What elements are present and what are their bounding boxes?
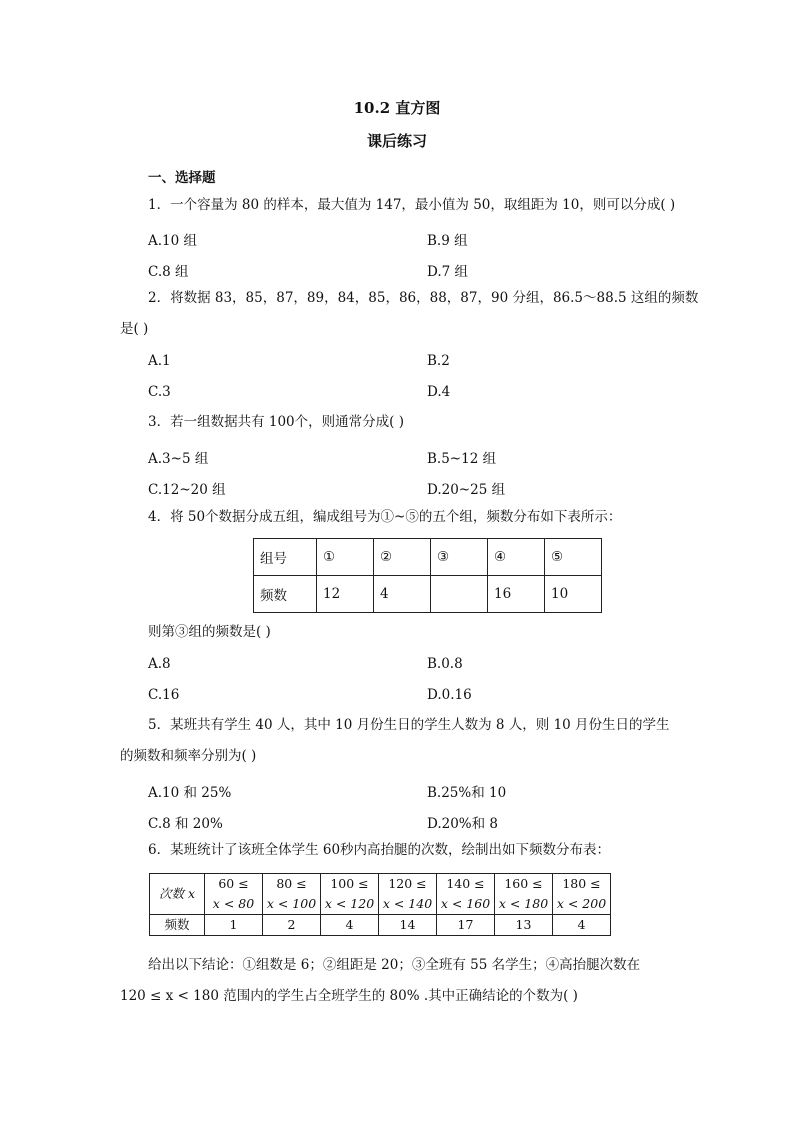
table-row xyxy=(150,874,611,915)
range-lower: 60 ≤ xyxy=(218,876,249,891)
question-3: 3．若一组数据共有 100个，则通常分成( ) xyxy=(148,414,404,430)
range-lower: 140 ≤ xyxy=(446,876,485,891)
q4-option-a: A.8 xyxy=(148,656,171,672)
question-4-prompt: 则第③组的频数是( ) xyxy=(148,624,271,640)
table-cell xyxy=(379,874,437,915)
table-cell: 4 xyxy=(374,576,431,613)
question-6-conclusions-line-2: 120 ≤ x < 180 范围内的学生占全班学生的 80% .其中正确结论的个数为( ) xyxy=(120,988,578,1004)
range-upper: x < 80 xyxy=(212,896,255,911)
range-upper: x < 120 xyxy=(324,896,375,911)
range-lower: 180 ≤ xyxy=(562,876,601,891)
q5-option-a: A.10 和 25% xyxy=(148,785,232,801)
q5-option-b: B.25%和 10 xyxy=(427,785,507,801)
table-cell: 4 xyxy=(553,915,611,936)
group-frequency-table xyxy=(253,538,602,613)
q2-option-a: A.1 xyxy=(148,353,171,369)
question-4: 4．将 50个数据分成五组，编成组号为①~⑤的五个组，频数分布如下表所示： xyxy=(148,509,622,525)
table-cell: 12 xyxy=(317,576,374,613)
q4-option-d: D.0.16 xyxy=(427,687,472,703)
table-cell: ④ xyxy=(488,539,545,576)
table-cell xyxy=(321,874,379,915)
table-cell: 10 xyxy=(545,576,602,613)
range-upper: x < 160 xyxy=(440,896,491,911)
table-cell: 16 xyxy=(488,576,545,613)
table-cell xyxy=(431,576,488,613)
q1-option-d: D.7 组 xyxy=(427,264,469,280)
table-row xyxy=(254,576,602,613)
table-cell: ① xyxy=(317,539,374,576)
question-2-line-2: 是( ) xyxy=(120,321,149,337)
q2-option-c: C.3 xyxy=(148,384,171,400)
q1-option-a: A.10 组 xyxy=(148,233,198,249)
range-lower: 120 ≤ xyxy=(388,876,427,891)
q4-option-b: B.0.8 xyxy=(427,656,463,672)
table-cell: 次数 x xyxy=(150,874,205,915)
range-lower: 80 ≤ xyxy=(276,876,307,891)
table-cell: ③ xyxy=(431,539,488,576)
q3-option-d: D.20~25 组 xyxy=(427,482,506,498)
q5-option-d: D.20%和 8 xyxy=(427,816,499,832)
table-cell: 1 xyxy=(205,915,263,936)
range-upper: x < 140 xyxy=(382,896,433,911)
q3-option-c: C.12~20 组 xyxy=(148,482,226,498)
page-title: 10.2 直方图 xyxy=(353,99,441,117)
q3-option-b: B.5~12 组 xyxy=(427,451,497,467)
table-cell: 组号 xyxy=(254,539,317,576)
question-2-line-1: 2．将数据 83，85，87，89，84，85，86，88，87，90 分组，86.5～88.5 这组的频数 xyxy=(148,290,699,306)
table-cell xyxy=(437,874,495,915)
table-cell: 13 xyxy=(495,915,553,936)
question-5-line-1: 5．某班共有学生 40 人，其中 10 月份生日的学生人数为 8 人，则 10 月份生日的学生 xyxy=(148,717,670,733)
table-cell: 频数 xyxy=(254,576,317,613)
q1-option-b: B.9 组 xyxy=(427,233,468,249)
table-cell: 频数 xyxy=(150,915,205,936)
table-cell xyxy=(553,874,611,915)
table-cell: ⑤ xyxy=(545,539,602,576)
table-cell: 2 xyxy=(263,915,321,936)
range-upper: x < 180 xyxy=(498,896,549,911)
question-6-conclusions-line-1: 给出以下结论：①组数是 6；②组距是 20；③全班有 55 名学生；④高抬腿次数在 xyxy=(148,957,641,973)
range-upper: x < 200 xyxy=(556,896,607,911)
table-cell: ② xyxy=(374,539,431,576)
table-cell xyxy=(495,874,553,915)
range-lower: 100 ≤ xyxy=(330,876,369,891)
q4-option-c: C.16 xyxy=(148,687,180,703)
table-cell: 14 xyxy=(379,915,437,936)
question-6: 6．某班统计了该班全体学生 60秒内高抬腿的次数，绘制出如下频数分布表： xyxy=(148,842,611,858)
table-cell xyxy=(263,874,321,915)
table-row xyxy=(254,539,602,576)
table-cell xyxy=(205,874,263,915)
question-5-line-2: 的频数和频率分别为( ) xyxy=(120,748,257,764)
q2-option-d: D.4 xyxy=(427,384,451,400)
table-cell: 17 xyxy=(437,915,495,936)
table-cell: 4 xyxy=(321,915,379,936)
section-heading: 一、选择题 xyxy=(148,170,216,186)
q5-option-c: C.8 和 20% xyxy=(148,816,223,832)
q2-option-b: B.2 xyxy=(427,353,450,369)
page-subtitle: 课后练习 xyxy=(366,132,427,150)
q3-option-a: A.3~5 组 xyxy=(148,451,209,467)
question-1: 1．一个容量为 80 的样本，最大值为 147，最小值为 50，取组距为 10，则可以分成( ) xyxy=(148,197,676,213)
jump-frequency-table xyxy=(149,873,611,936)
range-upper: x < 100 xyxy=(266,896,317,911)
q1-option-c: C.8 组 xyxy=(148,264,189,280)
range-lower: 160 ≤ xyxy=(504,876,543,891)
table-row xyxy=(150,915,611,936)
